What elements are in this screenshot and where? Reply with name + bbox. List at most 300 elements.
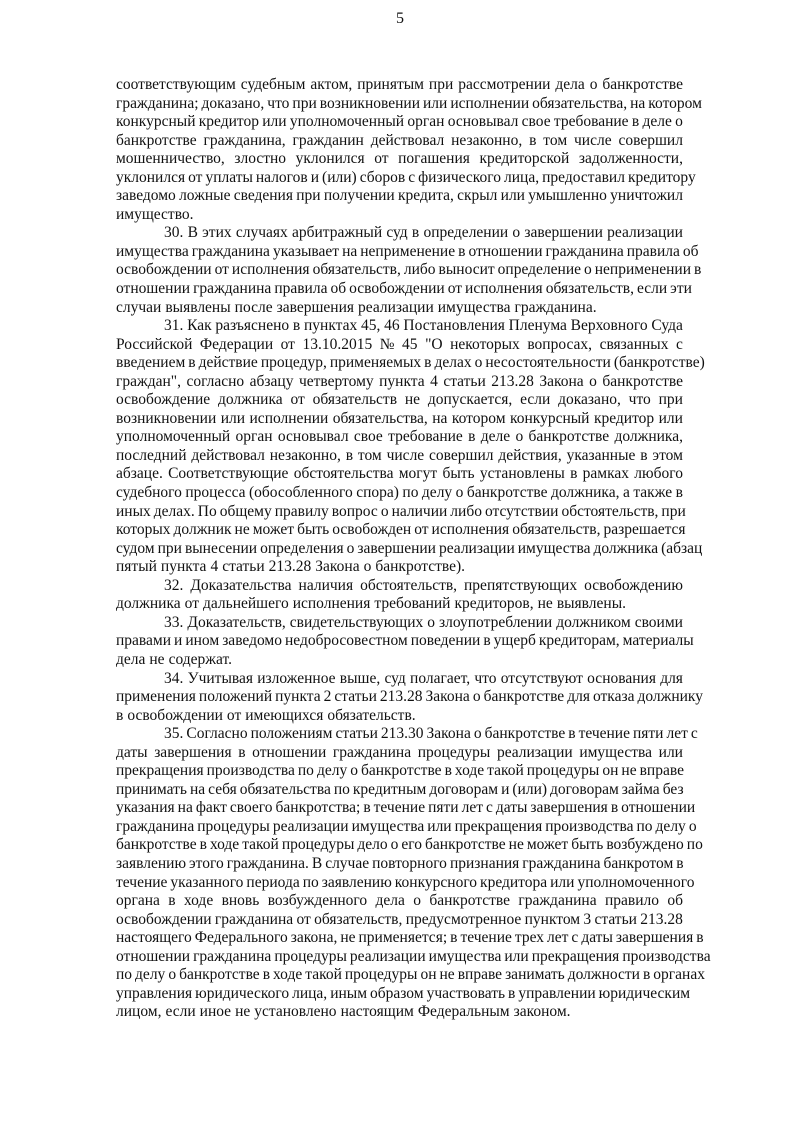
text-line <box>116 781 683 800</box>
word: банкротстве <box>179 966 260 984</box>
word: 35. <box>164 725 184 743</box>
word: котором <box>451 409 506 427</box>
text-line <box>116 911 683 930</box>
word: пунктах <box>303 317 358 335</box>
text-line <box>116 132 683 151</box>
word: вновь <box>221 892 260 910</box>
word: введением <box>116 354 186 372</box>
text-line <box>116 502 686 522</box>
word: гражданина; <box>116 94 199 112</box>
word: задолженности, <box>578 150 683 168</box>
word: прекращения <box>531 947 620 965</box>
word: прекращения <box>116 762 204 780</box>
document-body <box>116 76 711 1022</box>
word: сборов <box>359 168 406 186</box>
word: вправе <box>457 966 503 984</box>
word: ходе <box>454 762 485 780</box>
word: юридического <box>195 984 290 1002</box>
word: или <box>427 817 452 835</box>
word: действовал <box>370 131 445 149</box>
word: исполнении <box>249 409 329 427</box>
text-line <box>116 94 702 114</box>
word: либо <box>403 261 436 279</box>
word: в <box>199 836 207 854</box>
word: рамках <box>582 465 630 483</box>
word: 30. <box>164 224 184 242</box>
word: об <box>667 892 683 910</box>
word: банкротстве <box>425 836 506 854</box>
word: определения <box>260 539 344 557</box>
word: кредитным <box>352 780 427 798</box>
word: законом. <box>513 1003 571 1021</box>
text-line <box>116 224 683 243</box>
word: о <box>427 613 435 631</box>
word: сведения <box>233 187 293 205</box>
word: лет <box>666 725 688 743</box>
word: о <box>413 892 422 910</box>
word: положений <box>198 688 273 706</box>
word: о <box>589 76 598 93</box>
word: в <box>675 484 683 502</box>
word: процедуры <box>344 966 418 984</box>
word: Закона <box>539 372 584 390</box>
word: банкротстве <box>602 76 683 93</box>
word: применяемых <box>329 354 422 372</box>
word: с <box>571 929 579 947</box>
word: отказа <box>592 688 635 706</box>
word: этом <box>652 446 683 464</box>
word: (или) <box>322 168 357 186</box>
word: препятствующих <box>464 576 578 594</box>
word: Российской <box>116 335 193 353</box>
word: при <box>428 76 454 93</box>
word: настоящего <box>116 929 192 947</box>
word: обязательств, <box>312 261 401 279</box>
word: получении <box>323 187 395 205</box>
word: и <box>174 632 183 650</box>
word: течение <box>116 873 168 891</box>
word: статьи <box>334 688 377 706</box>
word: занимать <box>505 966 565 984</box>
word: обстоятельств, <box>360 576 458 594</box>
word: орган <box>235 428 273 446</box>
word: не <box>340 929 356 947</box>
word: заявлению <box>321 873 392 891</box>
word: могут <box>398 465 438 483</box>
word: недобросовестном <box>285 632 408 650</box>
word: гражданин <box>292 131 364 149</box>
word: периода <box>246 873 300 891</box>
word: производства <box>545 817 634 835</box>
word: и <box>501 780 510 798</box>
word: По <box>197 502 217 520</box>
word: указанные <box>566 446 636 464</box>
word: гражданина <box>193 947 272 965</box>
word: себя <box>208 780 237 798</box>
word: с <box>690 725 698 743</box>
word: о <box>390 836 399 854</box>
text-line <box>116 187 683 206</box>
word: лет <box>547 929 569 947</box>
word: установлены <box>479 465 565 483</box>
word: возбуждено <box>606 836 684 854</box>
word: суд <box>384 669 406 687</box>
word: последний <box>116 446 187 464</box>
word: которых <box>116 521 171 539</box>
word: признания <box>449 854 520 872</box>
word: о <box>688 817 697 835</box>
word: требований <box>374 595 451 613</box>
word: кредиторской <box>479 150 570 168</box>
word: на <box>189 780 206 798</box>
word: или <box>500 187 525 205</box>
word: закона, <box>290 929 338 947</box>
word: отношении <box>621 799 696 817</box>
word: также <box>633 484 673 502</box>
word: в <box>363 799 371 817</box>
word: доказано, <box>558 391 621 409</box>
word: гражданина, <box>203 131 286 149</box>
word: котором <box>648 94 702 112</box>
word: такой <box>305 966 342 984</box>
word: правила <box>274 280 328 298</box>
word: несостоятельности <box>485 354 611 372</box>
word: Учитывая <box>187 669 253 687</box>
word: гражданина <box>332 743 412 761</box>
word: абзаце. <box>116 465 163 483</box>
text-line <box>116 984 691 1004</box>
paragraph <box>116 317 705 577</box>
word: банкротстве <box>602 372 683 390</box>
word: договорам <box>550 780 619 798</box>
word: уполномоченный <box>289 113 405 131</box>
word: уполномоченного <box>577 873 695 891</box>
text-line <box>116 688 703 707</box>
word: должник <box>173 521 232 539</box>
word: четвертому <box>298 372 374 390</box>
word: конкурсного <box>394 873 478 891</box>
word: арбитражный <box>292 224 383 242</box>
text-line <box>116 947 711 967</box>
word: обязательств, <box>512 521 601 539</box>
word: том <box>543 131 568 149</box>
word: повторного <box>372 854 447 872</box>
text-line <box>116 150 683 169</box>
word: гражданина. <box>226 854 309 872</box>
word: займа <box>621 780 660 798</box>
word: уклонился <box>116 168 186 186</box>
word: том <box>357 446 382 464</box>
word: в <box>568 725 576 743</box>
word: банкротстве <box>360 762 442 780</box>
word: Согласно <box>186 725 248 743</box>
word: правами <box>116 632 172 650</box>
word: при <box>661 502 686 520</box>
word: управлении <box>518 984 596 1002</box>
word: гражданина <box>191 242 270 260</box>
word: возбужденного <box>267 892 368 910</box>
word: банкротстве <box>484 725 566 743</box>
word: Пленума <box>508 317 567 335</box>
word: от <box>226 706 242 724</box>
word: может <box>252 521 295 539</box>
word: разъяснено <box>215 317 290 335</box>
word: на <box>630 94 646 112</box>
word: случаи <box>116 298 162 316</box>
word: управления <box>116 984 193 1002</box>
word: по <box>402 484 419 502</box>
word: Как <box>187 317 212 335</box>
text-line <box>116 614 683 633</box>
word: Верховного <box>570 317 648 335</box>
word: договорам <box>429 780 499 798</box>
word: некоторых <box>450 335 520 353</box>
word: банкротстве <box>116 836 197 854</box>
word: органах <box>653 966 705 984</box>
word: вынесении <box>184 539 258 557</box>
word: в <box>450 929 458 947</box>
word: должника <box>593 539 659 557</box>
word: в <box>411 224 420 242</box>
word: об <box>330 280 347 298</box>
word: гражданина <box>522 854 601 872</box>
word: вопросах, <box>527 335 593 353</box>
word: делу <box>316 762 348 780</box>
word: исполнения <box>231 261 310 279</box>
word: с <box>675 335 683 353</box>
word: иным <box>330 984 367 1002</box>
word: правила <box>626 242 680 260</box>
page-number: 5 <box>396 10 404 27</box>
word: действовал <box>191 446 265 464</box>
word: от <box>290 391 305 409</box>
word: применяется; <box>358 929 448 947</box>
word: имущества <box>351 817 425 835</box>
word: по <box>297 762 314 780</box>
text-line <box>116 670 683 689</box>
text-line <box>116 206 683 225</box>
word: быть <box>571 836 604 854</box>
text-line <box>116 168 696 188</box>
text-line <box>116 447 683 466</box>
word: принимать <box>116 780 187 798</box>
word: отношении <box>468 242 543 260</box>
word: орган <box>407 113 445 131</box>
word: судебного <box>116 484 182 502</box>
word: гражданина <box>116 817 195 835</box>
word: исполнения <box>431 521 510 539</box>
word: своего <box>229 799 273 817</box>
word: трех <box>514 929 545 947</box>
word: рассмотрении <box>458 76 551 93</box>
word: неприменении <box>594 261 692 279</box>
word: делу <box>655 817 686 835</box>
text-line <box>116 873 695 893</box>
word: делу <box>421 484 453 502</box>
word: без <box>662 780 684 798</box>
text-line <box>116 113 683 132</box>
word: дела <box>555 76 585 93</box>
word: или <box>504 947 529 965</box>
word: отношении <box>116 280 191 298</box>
word: гражданина <box>518 892 597 910</box>
word: правило <box>604 892 659 910</box>
word: в <box>696 929 704 947</box>
word: дела <box>375 892 405 910</box>
text-line <box>116 76 683 95</box>
word: пунктом <box>524 910 581 928</box>
word: банкротстве <box>116 131 197 149</box>
word: кредитору <box>627 168 696 186</box>
word: о <box>346 539 355 557</box>
word: освобожден <box>332 521 412 539</box>
word: процедуры <box>417 743 491 761</box>
word: (обособленного <box>249 484 353 502</box>
word: 13.10.2015 <box>302 335 373 353</box>
word: о <box>589 372 597 390</box>
word: в <box>610 799 619 817</box>
word: реализации <box>358 298 434 316</box>
word: от <box>184 595 199 613</box>
word: дело <box>357 836 388 854</box>
text-line <box>116 1003 683 1022</box>
word: делах <box>434 354 472 372</box>
word: физического <box>418 168 502 186</box>
word: исполнения <box>292 595 371 613</box>
word: требование <box>388 428 463 446</box>
word: лицом, <box>116 1003 162 1021</box>
word: (или) <box>512 780 548 798</box>
word: процедуры <box>197 817 270 835</box>
word: в <box>640 446 648 464</box>
word: отношении <box>252 743 327 761</box>
word: установлено <box>254 1003 337 1021</box>
word: лет <box>461 799 483 817</box>
text-line <box>116 280 692 299</box>
word: либо <box>450 502 482 520</box>
word: исполнении <box>450 94 530 112</box>
word: или <box>658 409 683 427</box>
word: быть <box>297 521 330 539</box>
word: от <box>188 168 203 186</box>
word: этого <box>189 854 224 872</box>
word: или <box>220 409 246 427</box>
word: свое <box>521 113 551 131</box>
word: в <box>483 632 491 650</box>
word: определение <box>497 261 581 279</box>
word: не <box>235 1003 251 1021</box>
word: он <box>420 966 437 984</box>
word: банкротстве <box>528 428 610 446</box>
word: 45 <box>402 335 418 353</box>
word: или <box>423 94 448 112</box>
word: должником <box>556 613 631 631</box>
word: если <box>520 391 551 409</box>
word: 31. <box>164 317 184 335</box>
word: пяти <box>428 799 459 817</box>
word: основывал <box>277 428 349 446</box>
word: обязательств, <box>545 280 634 298</box>
word: должника <box>218 391 283 409</box>
word: даты <box>495 799 528 817</box>
word: кредитор <box>198 113 259 131</box>
word: разрешается <box>603 521 686 539</box>
word: Закона <box>315 558 360 576</box>
text-line <box>116 261 702 280</box>
word: о <box>350 762 358 780</box>
word: если <box>165 1003 196 1021</box>
word: освобождение <box>116 391 211 409</box>
word: не <box>234 521 250 539</box>
word: в <box>468 428 476 446</box>
word: завершении <box>357 539 436 557</box>
word: в <box>238 743 246 761</box>
word: спора) <box>356 484 399 502</box>
word: не <box>149 650 165 668</box>
word: прекращения <box>454 817 543 835</box>
word: банкротстве). <box>375 558 466 576</box>
text-line <box>116 595 683 614</box>
word: не <box>621 762 637 780</box>
word: злоупотреблении <box>439 613 553 631</box>
word: скрыл <box>457 187 498 205</box>
word: о <box>168 966 177 984</box>
word: доказано, <box>201 94 265 112</box>
word: любого <box>634 465 683 483</box>
word: в <box>292 317 301 335</box>
word: от <box>447 280 463 298</box>
word: производства <box>622 947 711 965</box>
word: по <box>302 873 319 891</box>
word: случае <box>325 854 370 872</box>
word: процедуры <box>526 762 600 780</box>
word: такой <box>487 762 524 780</box>
word: совершил <box>618 131 683 149</box>
word: о <box>473 725 482 743</box>
word: Постановления <box>403 317 505 335</box>
word: изложенное <box>257 669 336 687</box>
word: соответствующим <box>116 76 236 93</box>
word: конкурсный <box>509 409 590 427</box>
word: 213.28 <box>491 372 534 390</box>
word: реализации <box>496 743 573 761</box>
word: действие <box>198 354 258 372</box>
word: выносит <box>438 261 495 279</box>
word: предоставил <box>542 168 625 186</box>
text-line <box>116 892 683 911</box>
text-line <box>116 707 683 726</box>
word: обязательств, <box>314 910 403 928</box>
word: течение <box>373 799 426 817</box>
word: факт <box>195 799 227 817</box>
word: обстоятельств, <box>561 502 659 520</box>
word: от <box>414 521 429 539</box>
word: кредита, <box>397 187 454 205</box>
word: Доказательства <box>190 576 292 594</box>
word: наличия <box>298 576 354 594</box>
word: в <box>676 854 684 872</box>
word: в <box>168 892 176 910</box>
word: имущества <box>437 298 511 316</box>
text-line <box>116 725 698 744</box>
word: возникновении <box>116 409 217 427</box>
word: в <box>642 966 651 984</box>
word: Доказательств, <box>187 613 286 631</box>
word: отсутствуют <box>500 669 583 687</box>
text-line <box>116 539 703 559</box>
word: о <box>584 261 592 279</box>
word: совершил <box>429 446 494 464</box>
